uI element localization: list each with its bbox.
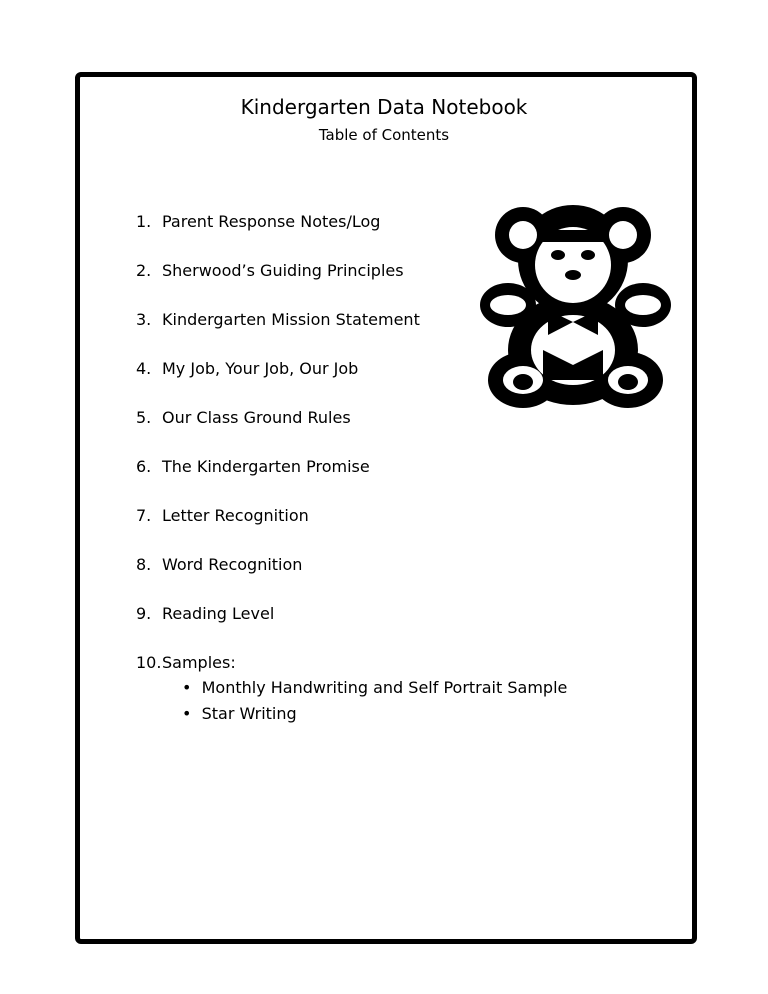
toc-item-number: 3.	[136, 310, 152, 329]
bullet-icon: •	[182, 678, 202, 697]
toc-item-label: Reading Level	[162, 604, 275, 623]
toc-item	[136, 555, 302, 574]
page-subtitle: Table of Contents	[318, 126, 450, 144]
toc-item-number: 7.	[136, 506, 152, 525]
toc-item	[136, 261, 404, 280]
toc-item-label: Letter Recognition	[162, 506, 309, 525]
toc-item	[136, 212, 380, 231]
toc-item	[136, 457, 370, 476]
toc-subitem-label: Monthly Handwriting and Self Portrait Sample	[201, 678, 568, 697]
toc-item-label: The Kindergarten Promise	[162, 457, 370, 476]
toc-item-number: 2.	[136, 261, 152, 280]
toc-item-label: Samples:	[162, 653, 236, 672]
toc-item-number: 6.	[136, 457, 152, 476]
page-title: Kindergarten Data Notebook	[240, 95, 528, 119]
toc-item-number: 9.	[136, 604, 152, 623]
toc-item-number: 10.	[136, 653, 162, 672]
toc-subitem	[182, 704, 297, 723]
toc-item	[136, 506, 309, 525]
toc-item-number: 4.	[136, 359, 152, 378]
toc-item	[136, 653, 236, 672]
toc-item-label: Our Class Ground Rules	[162, 408, 351, 427]
teddy-bear-icon	[478, 200, 678, 410]
toc-item-label: Sherwood’s Guiding Principles	[162, 261, 404, 280]
toc-item-number: 8.	[136, 555, 152, 574]
toc-item	[136, 408, 351, 427]
toc-item	[136, 359, 358, 378]
toc-item-label: Parent Response Notes/Log	[162, 212, 381, 231]
toc-item-label: Kindergarten Mission Statement	[162, 310, 420, 329]
toc-item-number: 5.	[136, 408, 152, 427]
toc-subitem	[182, 678, 567, 697]
toc-item	[136, 604, 274, 623]
bullet-icon: •	[182, 704, 202, 723]
toc-item-label: Word Recognition	[162, 555, 303, 574]
toc-subitem-label: Star Writing	[201, 704, 297, 723]
toc-item-number: 1.	[136, 212, 152, 231]
toc-item	[136, 310, 420, 329]
toc-item-label: My Job, Your Job, Our Job	[162, 359, 359, 378]
